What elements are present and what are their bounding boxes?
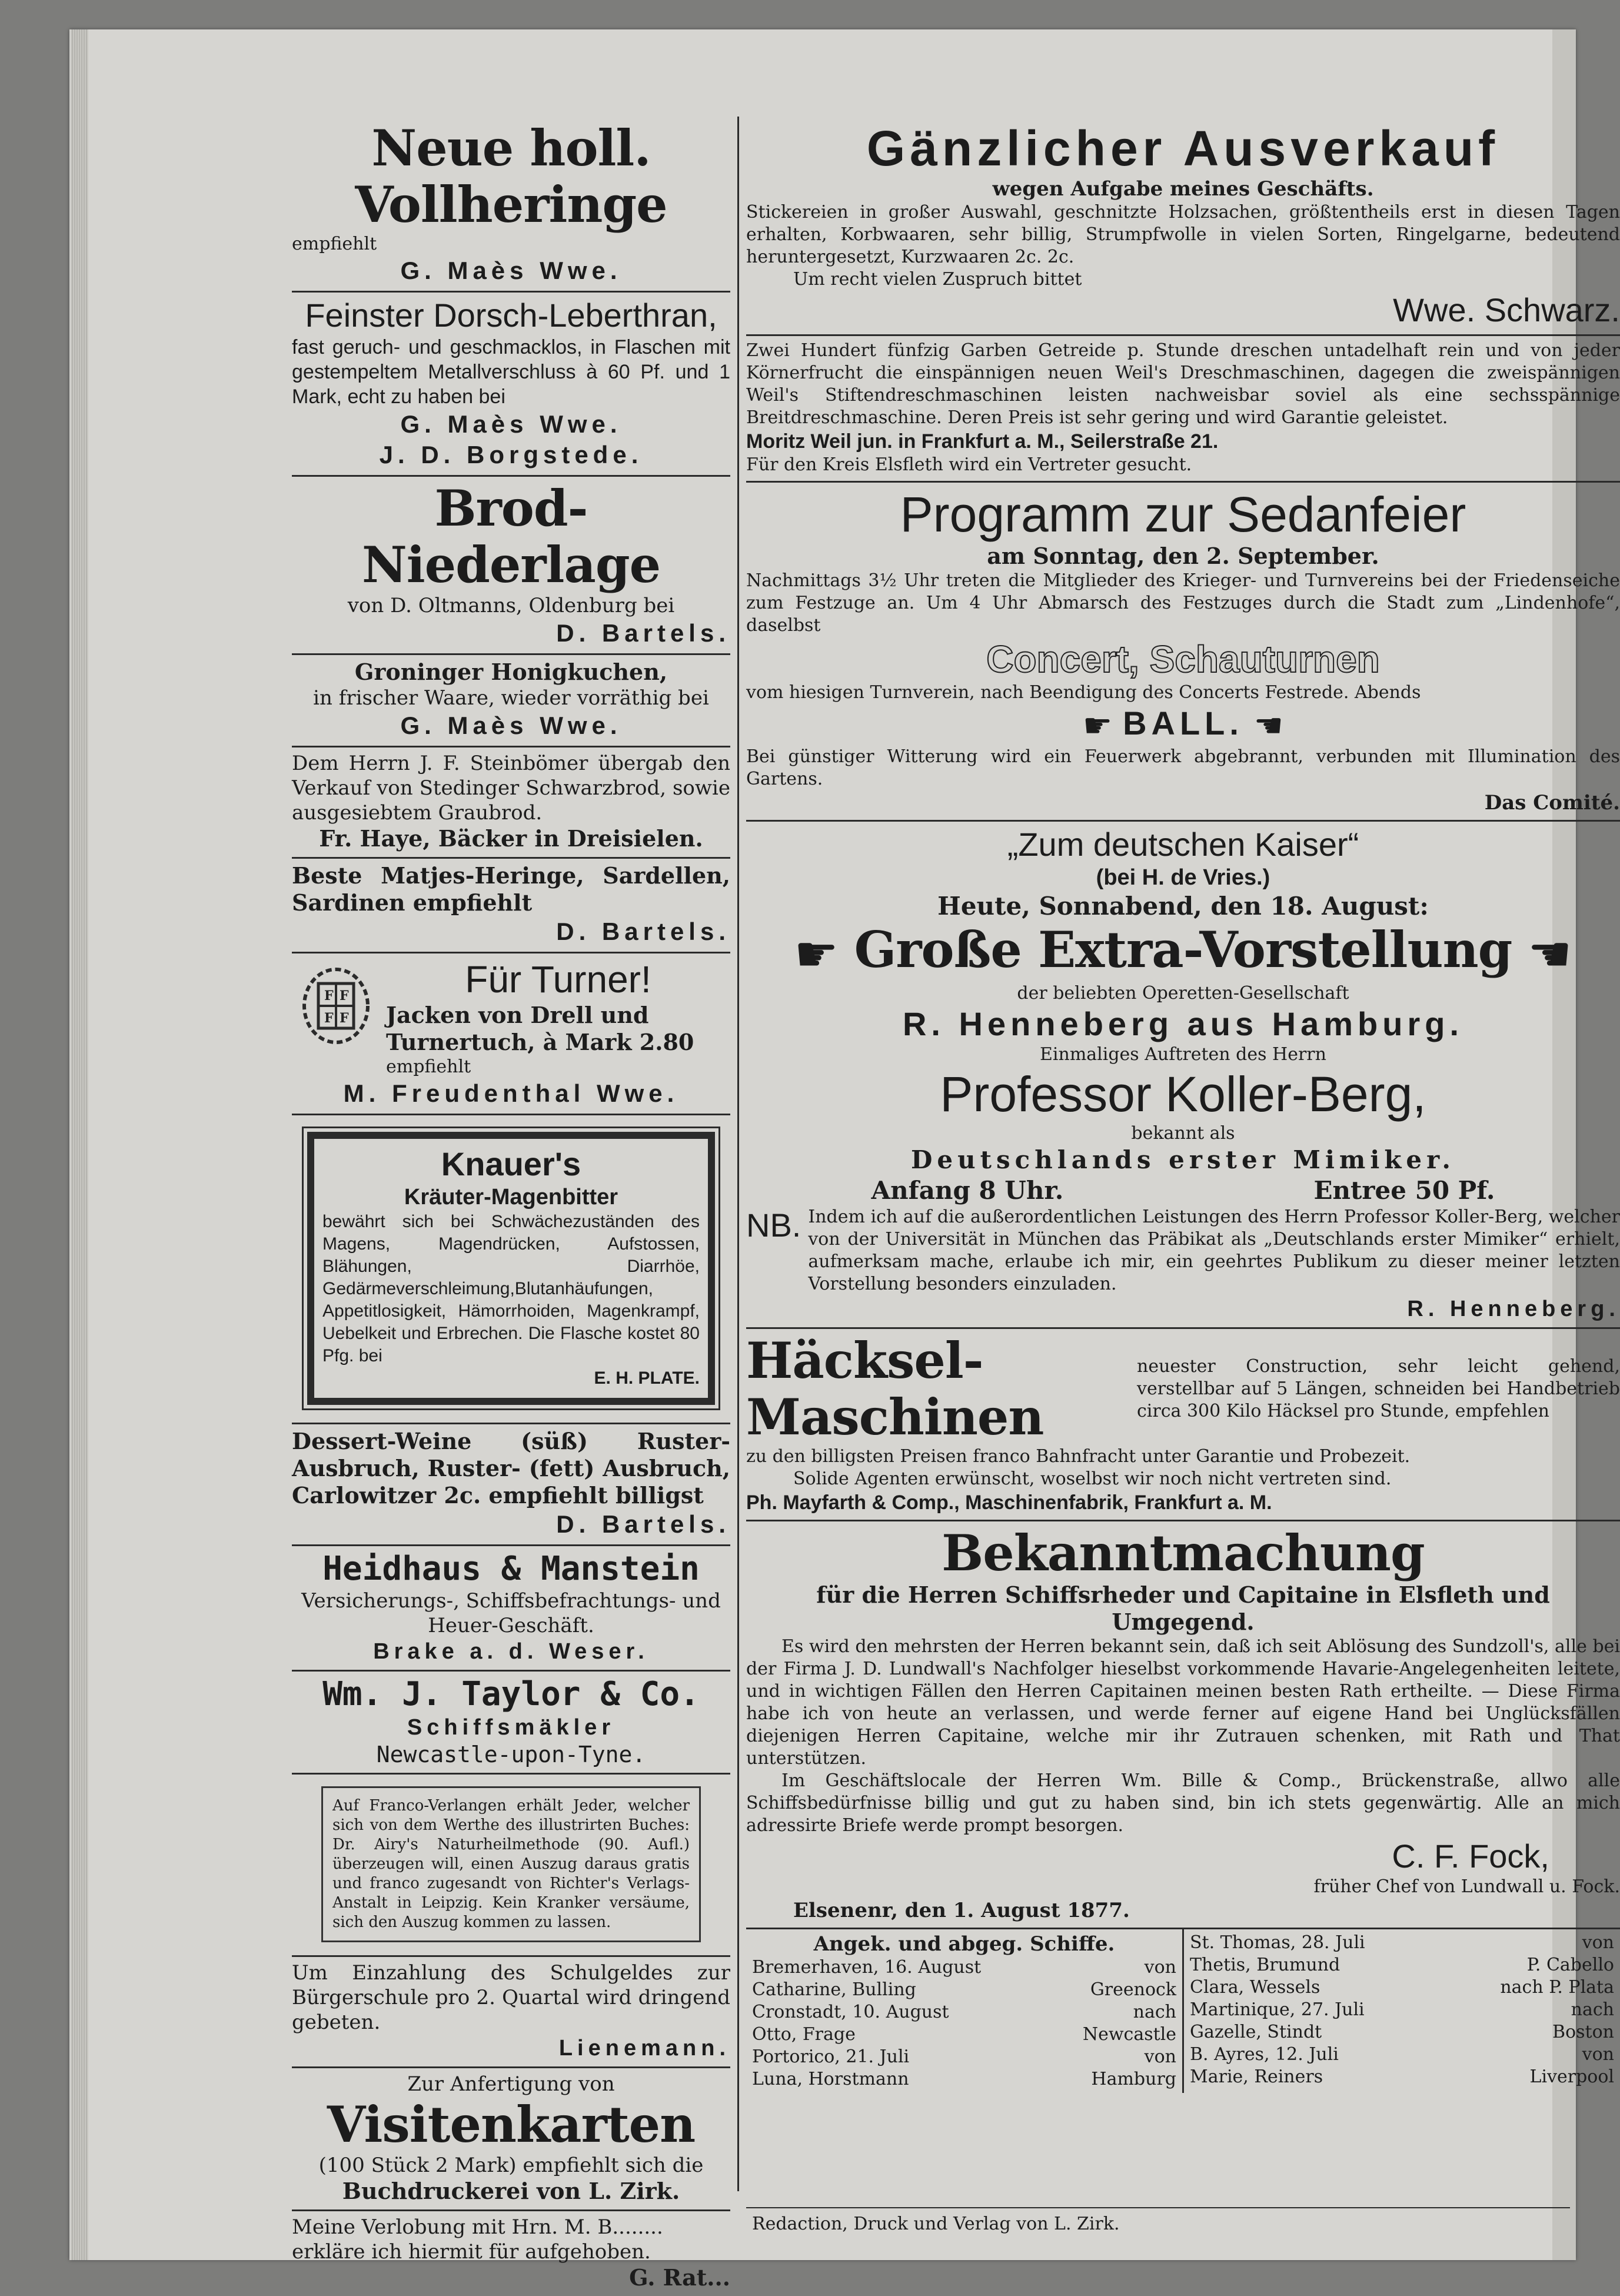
ad-kaiser <box>746 822 1620 1329</box>
ad-franco <box>292 1775 730 1957</box>
column-divider <box>737 117 739 2191</box>
ad-kaiser-nb-body: Indem ich auf die außerordentlichen Leistungen des Herrn Professor Koller-Berg, welcher von der Universität in München das Präbikat als „Deutschlands erster Mimiker“ erhielt, aufmerksam mache, erlaube ich mir, ein geehrtes Publikum zu dieser meiner letzten Vorstellung besonders einzuladen. <box>808 1206 1620 1294</box>
ship-row <box>1190 1932 1614 1954</box>
ad-taylor <box>292 1672 730 1775</box>
ad-knauer-firm: E. H. PLATE. <box>594 1368 700 1388</box>
ship-row-place: Gazelle, Stindt <box>1190 2021 1322 2042</box>
ad-cod-liver <box>292 293 730 477</box>
ad-taylor-sub: Schiffsmäkler <box>407 1715 616 1740</box>
ad-sale-firm: Wwe. Schwarz. <box>1393 291 1620 328</box>
ad-sale-sub: wegen Aufgabe meines Geschäfts. <box>992 177 1374 201</box>
ships-table <box>746 1928 1620 2093</box>
ad-honey-body: in frischer Waare, wieder vorräthig bei <box>313 686 709 710</box>
ad-honey <box>292 655 730 747</box>
ship-row-place: Bremerhaven, 16. August <box>752 1956 982 1978</box>
ship-row <box>1190 1954 1614 1976</box>
ad-kaiser-line2: Einmaliges Auftreten des Herrn <box>1040 1044 1326 1065</box>
ad-kaiser-nb <box>746 1206 1620 1295</box>
ad-cod-liver-firm2: J. D. Borgstede. <box>379 441 643 468</box>
ad-notice-p1: Es wird den mehrsten der Herren bekannt sein, daß ich seit Ablösung des Sundzoll's, alle bei der Firma J. D. Lundwall's Nachfolger hieselbst vorkommende Havarie-Angelegenheiten leitete, und in wichtigen Fällen den Herren Capitainen meinen besten Rath ertheilte. — Diese Firma habe ich von heute an verlassen, und werde ferner auf eigene Hand bei Unglücksfällen diejenigen Herren Capitaine, welche mir ihr Zutrauen schenken, mit Rath und That unterstützen. <box>746 1636 1620 1769</box>
ship-row-place: Cronstadt, 10. August <box>752 2001 949 2022</box>
ad-sale-line: Um recht vielen Zuspruch bittet <box>793 269 1082 290</box>
pointing-hand-right-icon: ☛ <box>1083 706 1113 745</box>
ship-row-place: Catharine, Bulling <box>752 1979 916 2000</box>
ad-sedan-date: am Sonntag, den 2. September. <box>987 543 1379 569</box>
ad-honey-firm: G. Maès Wwe. <box>400 712 622 739</box>
ad-turner-sub: empfiehlt <box>386 1056 471 1077</box>
ad-cod-liver-body: fast geruch- und geschmacklos, in Flaschen mit gestempeltem Metallverschluss à 60 Pf. und 1 Mark, echt zu haben bei <box>292 336 730 408</box>
ad-visit <box>292 2068 730 2211</box>
ship-row-dir: von <box>1144 1956 1176 1978</box>
ship-row-place: Martinique, 27. Juli <box>1190 1999 1365 2020</box>
ad-visit-firm: Buchdruckerei von L. Zirk. <box>342 2178 680 2204</box>
right-column <box>746 117 1620 2093</box>
ship-row <box>752 1979 1176 2001</box>
ship-row-place: Thetis, Brumund <box>1190 1954 1340 1975</box>
ship-row-place: Luna, Horstmann <box>752 2068 909 2089</box>
svg-text:F: F <box>324 1011 334 1026</box>
ship-row <box>752 2023 1176 2046</box>
svg-text:F: F <box>324 988 334 1004</box>
ad-knauer-body: bewährt sich bei Schwächezuständen des Magens, Magendrücken, Aufstossen, Blähungen, Diarrhöe, Gedärmeverschleimung,Blutanhäufungen, Appetitlosigkeit, Hämorrhoiden, Magenkrampf, Uebelkeit und Erbrechen. Die Flasche kostet 80 Pfg. bei <box>322 1212 700 1365</box>
ad-engagement <box>292 2211 730 2296</box>
ad-visit-title: Visitenkarten <box>327 2095 696 2154</box>
ad-herring-firm: G. Maès Wwe. <box>400 257 622 284</box>
ad-engagement-line1: Meine Verlobung mit Hrn. M. B........ <box>292 2215 663 2239</box>
svg-text:F: F <box>340 1011 349 1026</box>
ship-row-dir: von <box>1144 2046 1176 2067</box>
ad-haeck-firm: Ph. Mayfarth & Comp., Maschinenfabrik, Frankfurt a. M. <box>746 1491 1272 1514</box>
ad-heidhaus-firm: Brake a. d. Weser. <box>373 1639 649 1664</box>
ad-notice-title: Bekanntmachung <box>942 1523 1425 1582</box>
ad-weil-firm: Moritz Weil jun. in Frankfurt a. M., Seilerstraße 21. <box>746 430 1219 453</box>
ad-cod-liver-title: Feinster Dorsch-Leberthran, <box>305 297 717 334</box>
pointing-hand-left-icon: ☚ <box>1528 925 1572 983</box>
ad-heidhaus-title: Heidhaus & Manstein <box>322 1550 700 1588</box>
ship-row-dir: Hamburg <box>1091 2068 1176 2089</box>
ship-row <box>1190 2066 1614 2088</box>
ships-right-col <box>1182 1929 1620 2093</box>
ship-row-dir: nach <box>1133 2001 1176 2022</box>
turner-wreath-icon <box>292 957 380 1051</box>
ship-row <box>752 1956 1176 1979</box>
ad-kaiser-times <box>746 1175 1620 1206</box>
ship-row <box>1190 1976 1614 1999</box>
ad-matjes-firm: D. Bartels. <box>556 918 730 945</box>
ship-row-dir: Greenock <box>1090 1979 1176 2000</box>
ad-sedan-title: Programm zur Sedanfeier <box>900 487 1466 542</box>
ad-turner-body: Jacken von Drell und Turnertuch, à Mark 2.80 <box>386 1002 694 1055</box>
ad-haeck-top <box>746 1333 1620 1446</box>
ad-notice <box>746 1521 1620 1928</box>
pointing-hand-left-icon: ☚ <box>1253 706 1283 745</box>
ships-title: Angek. und abgeg. Schiffe. <box>813 1932 1115 1956</box>
ship-row-dir: nach P. Plata <box>1500 1976 1614 1998</box>
ad-knauer <box>292 1115 730 1424</box>
ad-kaiser-star: Professor Koller-Berg, <box>940 1066 1426 1122</box>
ad-kaiser-nb-label: NB. <box>746 1206 801 1244</box>
ad-weil-body: Zwei Hundert fünfzig Garben Getreide p. Stunde dreschen untadelhaft rein und von jeder Körnerfrucht die einspännigen neuen Weil's Dreschmaschinen, dagegen die zweispännigen Weil's Stiftendreschmaschinen leisten nachweisbar soviel als eine sechsspännige Breitdreschmaschine. Deren Preis ist sehr gering und wird Garantie geleistet. <box>746 340 1620 428</box>
ship-row-place: St. Thomas, 28. Juli <box>1190 1932 1365 1953</box>
ad-visit-body: (100 Stück 2 Mark) empfiehlt sich die <box>318 2154 704 2177</box>
ad-knauer-title: Knauer's <box>441 1145 581 1182</box>
ad-notice-sign: C. F. Fock, <box>1392 1837 1549 1875</box>
ad-sedan-concert: Concert, Schauturnen <box>986 638 1380 680</box>
ad-herring-title: Neue holl. Vollheringe <box>355 119 667 234</box>
ship-row <box>752 2046 1176 2068</box>
ship-row-dir: von <box>1582 1932 1614 1953</box>
ad-honey-title: Groninger Honigkuchen, <box>354 659 668 685</box>
ships-left-col <box>746 1929 1182 2093</box>
ship-row-dir: Newcastle <box>1082 2023 1176 2045</box>
ad-school <box>292 1957 730 2068</box>
pointing-hand-right-icon: ☛ <box>794 925 839 983</box>
ad-turner-firm: M. Freudenthal Wwe. <box>343 1079 679 1107</box>
ad-knauer-subtitle: Kräuter-Magenbitter <box>404 1185 618 1210</box>
ad-weil-note: Für den Kreis Elsfleth wird ein Vertreter gesucht. <box>746 454 1192 475</box>
ad-kaiser-entry: Entree 50 Pf. <box>1313 1175 1495 1205</box>
ad-stedinger-firm: Fr. Haye, Bäcker in Dreisielen. <box>319 825 703 852</box>
ad-haeck-line: Solide Agenten erwünscht, woselbst wir noch nicht vertreten sind. <box>793 1468 1392 1489</box>
ad-haeck-title: Häcksel-Maschinen <box>746 1331 1044 1446</box>
ship-row-dir: von <box>1582 2044 1614 2065</box>
ad-visit-pre: Zur Anfertigung von <box>407 2072 615 2096</box>
ad-sale-body: Stickereien in großer Auswahl, geschnitzte Holzsachen, größtentheils erst in diesen Tagen erhalten, Korbwaaren, sehr billig, Strumpfwolle in vielen Sorten, Ringelgarne, bedeutend heruntergesetzt, Kurzwaaren 2c. 2c. <box>746 202 1620 267</box>
ad-cod-liver-firm1: G. Maès Wwe. <box>400 410 622 438</box>
ad-turner-text <box>386 957 730 1078</box>
footer-rule <box>746 2207 1570 2208</box>
ship-row-place: Clara, Wessels <box>1190 1976 1320 1998</box>
ad-heidhaus <box>292 1546 730 1672</box>
ad-stedinger <box>292 747 730 859</box>
ad-heidhaus-body: Versicherungs-, Schiffsbefrachtungs- und Heuer-Geschäft. <box>301 1589 721 1637</box>
ad-dessert-firm: D. Bartels. <box>556 1510 730 1538</box>
svg-text:F: F <box>340 988 349 1004</box>
ad-dessert <box>292 1424 730 1546</box>
imprint-footer: Redaction, Druck und Verlag von L. Zirk. <box>752 2214 1120 2234</box>
ship-row <box>1190 1999 1614 2021</box>
ad-herring <box>292 117 730 293</box>
ad-school-body: Um Einzahlung des Schulgeldes zur Bürgerschule pro 2. Quartal wird dringend gebeten. <box>292 1961 730 2034</box>
ad-knauer-frame <box>307 1132 715 1405</box>
ad-sedan-body2: vom hiesigen Turnverein, nach Beendigung des Concerts Festrede. Abends <box>746 682 1421 703</box>
ad-notice-sign2: früher Chef von Lundwall u. Fock. <box>1313 1876 1620 1897</box>
ad-bread <box>292 477 730 655</box>
ad-engagement-sign: G. Rat... <box>629 2264 730 2291</box>
ad-bread-firm: D. Bartels. <box>556 619 730 647</box>
ad-matjes <box>292 859 730 953</box>
ad-bread-title: Brod-Niederlage <box>361 479 661 594</box>
ship-row-place: B. Ayres, 12. Juli <box>1190 2044 1339 2065</box>
ship-row-place: Marie, Reiners <box>1190 2066 1323 2087</box>
ad-notice-sub: für die Herren Schiffsrheder und Capitaine in Elsfleth und Umgegend. <box>816 1581 1550 1635</box>
ad-sale <box>746 117 1620 336</box>
ad-kaiser-line1: der beliebten Operetten-Gesellschaft <box>1017 982 1349 1004</box>
ship-row <box>752 2068 1176 2091</box>
ad-kaiser-show-row <box>746 922 1620 982</box>
page-edges <box>71 29 88 2260</box>
ad-herring-sub: empfiehlt <box>292 234 377 254</box>
ad-sedan-ball-row <box>746 704 1620 746</box>
ad-turner <box>292 953 730 1115</box>
ad-haeck <box>746 1329 1620 1521</box>
ad-dessert-body: Dessert-Weine (süß) Ruster-Ausbruch, Ruster- (fett) Ausbruch, Carlowitzer 2c. empfiehlt billigst <box>292 1428 730 1508</box>
ad-kaiser-company: R. Henneberg aus Hamburg. <box>902 1005 1464 1042</box>
ship-row-dir: Liverpool <box>1529 2066 1614 2087</box>
ship-row <box>1190 2021 1614 2044</box>
ad-sedan-body3: Bei günstiger Witterung wird ein Feuerwerk abgebrannt, verbunden mit Illumination des Gartens. <box>746 746 1620 789</box>
ad-sedan-firm: Das Comité. <box>1484 790 1620 815</box>
ship-row-dir: P. Cabello <box>1526 1954 1614 1975</box>
ad-taylor-city: Newcastle-upon-Tyne. <box>376 1742 646 1767</box>
ad-sedan-body: Nachmittags 3½ Uhr treten die Mitglieder des Krieger- und Turnvereins bei der Friedenseiche zum Festzuge an. Um 4 Uhr Abmarsch des Festzuges durch die Stadt zum „Lindenhofe“, daselbst <box>746 570 1620 636</box>
ad-kaiser-date: Heute, Sonnabend, den 18. August: <box>937 891 1429 921</box>
ad-kaiser-host: (bei H. de Vries.) <box>1096 865 1270 890</box>
ad-weil <box>746 336 1620 483</box>
ad-sale-title: Gänzlicher Ausverkauf <box>866 121 1500 176</box>
ad-sedan-ball: BALL. <box>1123 705 1243 742</box>
ship-row-place: Portorico, 21. Juli <box>752 2046 910 2067</box>
ad-school-firm: Lienemann. <box>558 2036 730 2061</box>
ad-matjes-body: Beste Matjes-Heringe, Sardellen, Sardinen empfiehlt <box>292 862 730 916</box>
ship-row-place: Otto, Frage <box>752 2023 856 2045</box>
ad-kaiser-known: bekannt als <box>1131 1122 1235 1144</box>
ad-taylor-title: Wm. J. Taylor & Co. <box>322 1675 700 1713</box>
newspaper-page <box>69 29 1620 2291</box>
left-column <box>292 117 730 2296</box>
ad-haeck-body2: zu den billigsten Preisen franco Bahnfracht unter Garantie und Probezeit. <box>746 1446 1411 1467</box>
ad-notice-place: Elsenenr, den 1. August 1877. <box>793 1898 1130 1922</box>
ad-kaiser-show: Große Extra-Vorstellung <box>854 920 1512 979</box>
ad-kaiser-mime: Deutschlands erster Mimiker. <box>910 1145 1456 1174</box>
ship-row-dir: Boston <box>1552 2021 1614 2042</box>
ad-kaiser-start: Anfang 8 Uhr. <box>871 1175 1064 1205</box>
ad-engagement-line2: erkläre ich hiermit für aufgehoben. <box>292 2240 651 2264</box>
ad-turner-layout <box>292 957 730 1078</box>
ad-franco-body: Auf Franco-Verlangen erhält Jeder, welcher sich von dem Werthe des illustrirten Buches: Dr. Airy's Naturheilmethode (90. Aufl.) überzeugen will, einen Auszug daraus gratis und franco zugesandt von Richter's Verlags-Anstalt in Leipzig. Kein Kranker versäume, sich den Auszug kommen zu lassen. <box>332 1797 690 1931</box>
ad-notice-p2: Im Geschäftslocale der Herren Wm. Bille & Comp., Brückenstraße, allwo alle Schiffsbedürfnisse billig und gut zu haben sind, bin ich stets gegenwärtig. Alle an mich adressirte Briefe werde prompt besorgen. <box>746 1770 1620 1836</box>
ad-franco-frame <box>321 1786 701 1942</box>
ad-turner-title: Für Turner! <box>465 958 651 1001</box>
ad-sedan <box>746 483 1620 822</box>
ad-kaiser-title: „Zum deutschen Kaiser“ <box>1007 825 1359 863</box>
ship-row <box>752 2001 1176 2023</box>
ad-bread-body: von D. Oltmanns, Oldenburg bei <box>347 594 675 617</box>
ad-kaiser-sign: R. Henneberg. <box>1407 1296 1620 1321</box>
ad-haeck-body: neuester Construction, sehr leicht gehend, verstellbar auf 5 Längen, schneiden bei Handbetrieb circa 300 Kilo Häcksel pro Stunde, empfehlen <box>1137 1355 1620 1421</box>
ad-stedinger-body: Dem Herrn J. F. Steinbömer übergab den Verkauf von Stedinger Schwarzbrod, sowie ausgesiebtem Graubrod. <box>292 752 730 825</box>
ship-row <box>1190 2044 1614 2066</box>
ship-row-dir: nach <box>1571 1999 1614 2020</box>
